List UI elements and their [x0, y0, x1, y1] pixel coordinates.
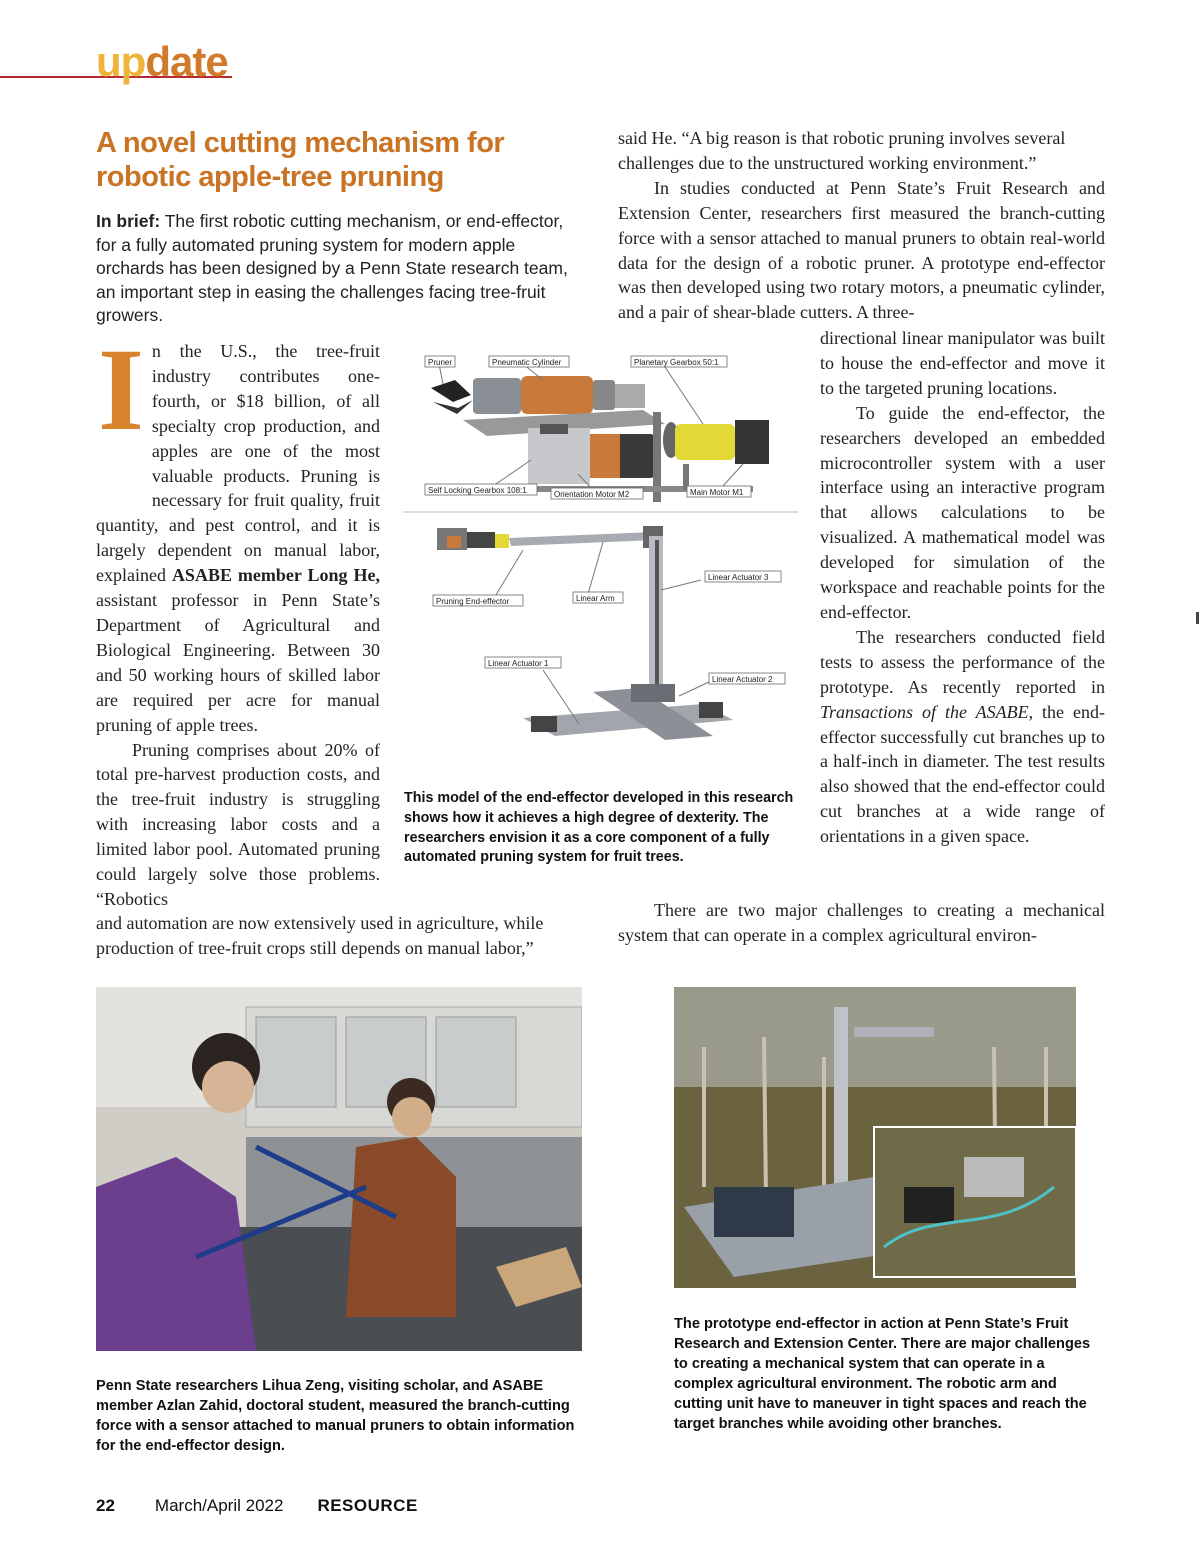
section-label-part1: up: [96, 38, 146, 85]
label-pruner: [425, 356, 455, 367]
label-pruning-end-effector: [433, 595, 523, 606]
body-paragraph-2-cont: and automation are now extensively used in agriculture, while production of tree-fruit crops still depends on manual labor,”: [96, 913, 544, 958]
svg-text:Linear Arm: Linear Arm: [576, 594, 615, 603]
body-column-left: [96, 324, 380, 912]
svg-text:Linear Actuator 1: Linear Actuator 1: [488, 659, 549, 668]
label-linear-arm: [573, 592, 623, 603]
body-paragraph-1: [96, 324, 380, 738]
label-linear-actuator-2: [709, 673, 785, 684]
svg-text:Planetary Gearbox 50:1: Planetary Gearbox 50:1: [634, 358, 719, 367]
drop-cap: I: [98, 324, 144, 455]
body-column-right-narrow: [820, 326, 1105, 849]
in-brief-label: In brief:: [96, 211, 161, 231]
body-column-right-bottom: [618, 898, 1105, 948]
p1-text-b: assistant professor in Penn State’s Department of Agricultural and Biological Engineering. Between 30 and 50 working hours of skilled labor are required per acre for manual pruning of apple trees.: [96, 590, 380, 735]
p1-text-a: n the U.S., the tree-fruit industry contributes one-fourth, or $18 billion, of all specialty crop production, and apples are one of the most valuable products. Pruning is necessary for fruit quality, fruit quantity, and pest control, and it is largely dependent on manual labor, explained: [96, 341, 380, 586]
body-paragraph-4-cont: directional linear manipulator was built to house the end-effector and move it to the targeted pruning locations.: [820, 328, 1105, 398]
label-orientation-motor: [551, 488, 643, 499]
body-paragraph-5: To guide the end-effector, the researchers developed an embedded microcontroller system with a user interface using an interactive program that allows calculations to be visualized. A mathematical model was developed for simulation of the workspace and reachable points for the end-effector.: [820, 402, 1105, 622]
svg-text:Self Locking Gearbox 108:1: Self Locking Gearbox 108:1: [428, 486, 527, 495]
lab-photo: [96, 987, 582, 1351]
body-paragraph-4: In studies conducted at Penn State’s Fruit Research and Extension Center, researchers first measured the branch-cutting force with a sensor attached to manual pruners to obtain real-world data for the design of a robotic pruner. A prototype end-effector was then developed using two rotary motors, a pneumatic cylinder, and a pair of shear-blade cutters. A three-: [618, 177, 1105, 323]
article-title: A novel cutting mechanism for robotic apple-tree pruning: [96, 127, 505, 193]
label-self-locking-gearbox: [425, 484, 537, 495]
p6-journal-title: Transactions of the ASABE: [820, 701, 1029, 722]
in-brief: [96, 210, 576, 328]
p6-text-a: The researchers conducted field tests to assess the performance of the prototype. As recently reported in: [820, 626, 1105, 697]
body-paragraph-3: said He. “A big reason is that robotic pruning involves several challenges due to the unstructured working environment.”: [618, 128, 1066, 173]
label-linear-actuator-1: [485, 657, 561, 668]
svg-text:Linear Actuator 2: Linear Actuator 2: [712, 675, 773, 684]
diagram-caption: This model of the end-effector developed in this research shows how it achieves a high degree of dexterity. The researchers envision it as a core component of a fully automated pruning system for fruit trees.: [404, 790, 794, 866]
edge-mark: [1196, 612, 1199, 624]
svg-text:Pneumatic Cylinder: Pneumatic Cylinder: [492, 358, 562, 367]
body-column-right-top: [618, 126, 1105, 325]
label-pneumatic-cylinder: [489, 356, 569, 367]
body-paragraph-2: Pruning comprises about 20% of total pre-harvest production costs, and the tree-fruit industry is struggling with increasing labor costs and a limited labor pool. Automated pruning could largely solve those problems. “Robotics: [96, 739, 380, 909]
lab-photo-caption: Penn State researchers Lihua Zeng, visiting scholar, and ASABE member Azlan Zahid, doctoral student, measured the branch-cutting force with a sensor attached to manual pruners to obtain information for the end-effector design.: [96, 1378, 575, 1454]
label-linear-actuator-3: [705, 571, 781, 582]
page-number: 22: [96, 1496, 115, 1515]
body-paragraph-6: [820, 625, 1105, 849]
body-column-left-wide: [96, 911, 584, 961]
svg-text:Orientation Motor M2: Orientation Motor M2: [554, 490, 630, 499]
section-label-part2: date: [145, 38, 228, 85]
svg-text:Pruner: Pruner: [428, 358, 453, 367]
svg-text:Main Motor M1: Main Motor M1: [690, 488, 744, 497]
svg-text:Pruning End-effector: Pruning End-effector: [436, 597, 510, 606]
p1-bold-name: ASABE member Long He,: [171, 565, 380, 586]
p6-text-b: , the end-effector successfully cut branches up to a half-inch in diameter. The test results also showed that the end-effector could cut branches at a wide range of orientations in a given space.: [820, 701, 1105, 847]
field-photo-caption: The prototype end-effector in action at Penn State’s Fruit Research and Extension Center. There are major challenges to creating a mechanical system that can operate in a complex agricultural environment. The robotic arm and cutting unit have to maneuver in tight spaces and reach the target branches while avoiding other branches.: [674, 1316, 1091, 1432]
field-photo: [674, 987, 1076, 1288]
in-brief-text: The first robotic cutting mechanism, or end-effector, for a fully automated pruning system for modern apple orchards has been designed by a Penn State research team, an important step in easing the challenges facing tree-fruit growers.: [96, 211, 568, 325]
issue-date: March/April 2022: [154, 1496, 284, 1515]
magazine-name: RESOURCE: [317, 1496, 418, 1515]
section-label: [96, 38, 228, 86]
label-planetary-gearbox: [631, 356, 727, 367]
page-footer: [96, 1496, 418, 1516]
end-effector-diagram: [403, 340, 798, 785]
body-paragraph-7: There are two major challenges to creating a mechanical system that can operate in a complex agricultural environ-: [618, 900, 1105, 945]
label-main-motor: [687, 486, 751, 497]
svg-text:Linear Actuator 3: Linear Actuator 3: [708, 573, 769, 582]
